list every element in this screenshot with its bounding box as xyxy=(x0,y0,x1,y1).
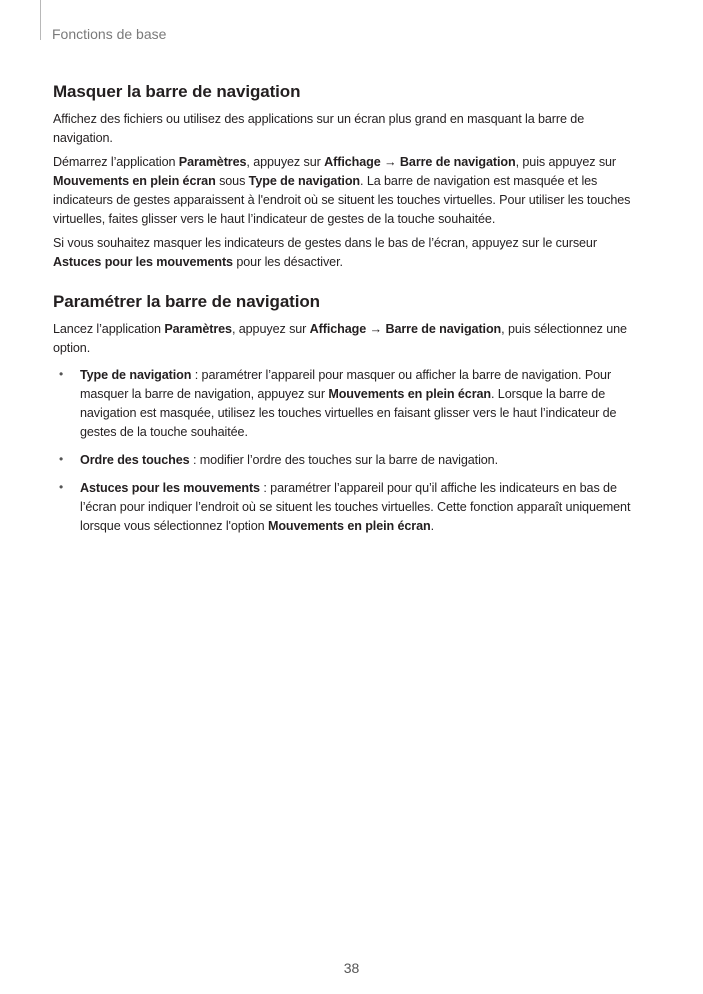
main-content xyxy=(53,82,643,545)
header-title: Fonctions de base xyxy=(52,26,167,42)
paragraph-launch-settings: Lancez l’application Paramètres, appuyez sur Affichage → Barre de navigation, puis sélectionnez une option. xyxy=(53,322,627,355)
bullet-icon: • xyxy=(59,452,64,466)
options-list xyxy=(53,366,643,536)
section-title-hide-navigation-bar: Masquer la barre de navigation xyxy=(53,82,301,101)
list-item: • Astuces pour les mouvements : paramétrer l’appareil pour qu’il affiche les indicateurs en bas de l’écran pour indiquer l’endroit où se situent les touches virtuelles. Cette fonction apparaît uniquement lorsque vous sélectionnez l'option Mouvements en plein écran. xyxy=(59,480,631,533)
bullet-icon: • xyxy=(59,367,64,381)
paragraph-intro: Affichez des fichiers ou utilisez des applications sur un écran plus grand en masquant la barre de navigation. xyxy=(53,112,585,145)
list-item: • Ordre des touches : modifier l’ordre des touches sur la barre de navigation. xyxy=(59,452,498,467)
section-configure-navigation-bar xyxy=(53,292,643,536)
header-rule xyxy=(40,0,41,40)
paragraph-gesture-hints: Si vous souhaitez masquer les indicateurs de gestes dans le bas de l’écran, appuyez sur le curseur Astuces pour les mouvements pour les désactiver. xyxy=(53,236,597,269)
list-item: • Type de navigation : paramétrer l’appareil pour masquer ou afficher la barre de navigation. Pour masquer la barre de navigation, appuyez sur Mouvements en plein écran. Lorsque la barre de navigation est masquée, utilisez les touches virtuelles en faisant glisser vers le haut l’indicateur de gestes de la touche souhaitée. xyxy=(59,367,617,439)
section-title-configure-navigation-bar: Paramétrer la barre de navigation xyxy=(53,292,320,311)
paragraph-instructions: Démarrez l’application Paramètres, appuyez sur Affichage → Barre de navigation, puis appuyez sur Mouvements en plein écran sous Type de navigation. La barre de navigation est masquée et les indicateurs de gestes apparaissent à l'endroit où se situent les touches virtuelles. Pour utiliser les touches virtuelles, faites glisser vers le haut l’indicateur de gestes de la touche souhaitée. xyxy=(53,155,631,226)
page-number: 38 xyxy=(343,960,360,976)
section-hide-navigation-bar xyxy=(53,82,643,272)
bullet-icon: • xyxy=(59,480,64,494)
